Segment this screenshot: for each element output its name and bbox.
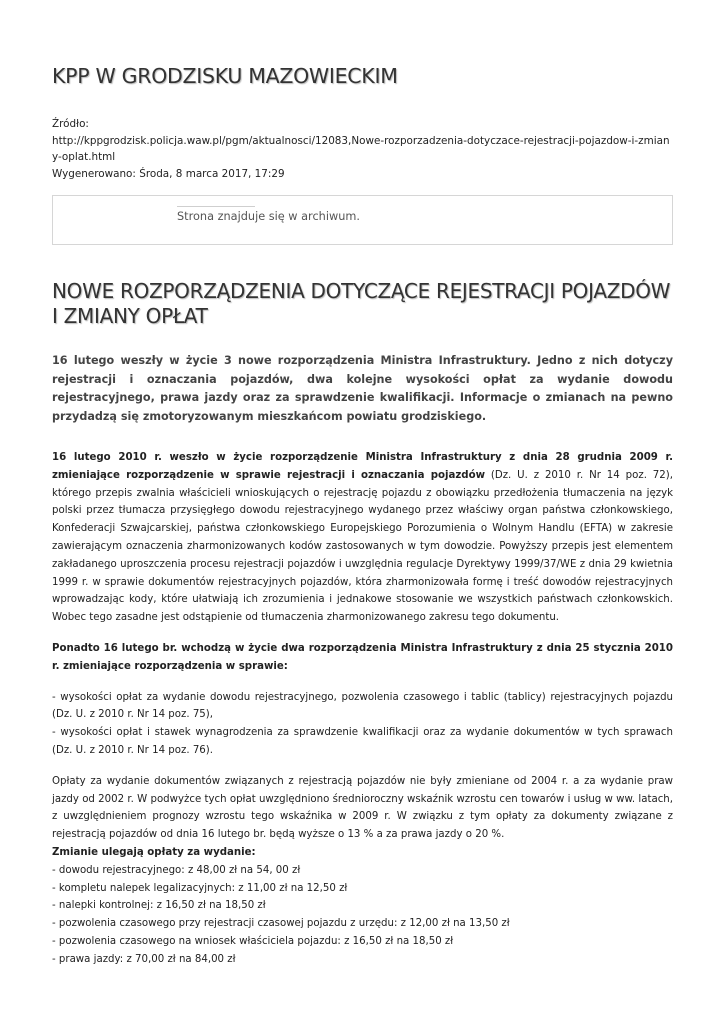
source-label: Źródło:	[52, 118, 89, 130]
regulation-item-1: - wysokości opłat za wydanie dowodu rejestracyjnego, pozwolenia czasowego i tablic (tablicy) rejestracyjnych pojazdu (Dz. U. z 2010 r. Nr 14 poz. 75),	[52, 691, 673, 721]
paragraph-1-rest: (Dz. U. z 2010 r. Nr 14 poz. 72), którego przepis zwalnia właścicieli wnioskujących o rejestrację pojazdu z obowiązku przedłożenia tłumaczenia na język polski przez tłumacza przysięgłego dowodu rejestracyjnego wydanego przez właściwy organ państwa członkowskiego, Konfederacji Szwajcarskiej, państwa członkowskiego Europejskiego Porozumienia o Wolnym Handlu (EFTA) w zakresie zawierającym oznaczenia zharmonizowanych kodów zastosowanych w tym dowodzie. Powyższy przepis jest elementem zakładanego uproszczenia procesu rejestracji pojazdów i uwzględnia regulacje Dyrektywy 1999/37/WE z dnia 29 kwietnia 1999 r. w sprawie dokumentów rejestracyjnych pojazdów, która zharmonizowała formę i treść dowodów rejestracyjnych wprowadzając kody, które ułatwiają ich zrozumienia i jednakowe stosowanie we wszystkich państwach członkowskich. Wobec tego zasadne jest odstąpienie od tłumaczenia zharmonizowanego zakresu tego dokumentu.	[52, 469, 673, 624]
paragraph-1	[52, 449, 673, 627]
paragraph-2	[52, 640, 673, 676]
fee-item: - prawa jazdy: z 70,00 zł na 84,00 zł	[52, 953, 236, 965]
fee-item: - kompletu nalepek legalizacyjnych: z 11,00 zł na 12,50 zł	[52, 882, 348, 894]
paragraph-2-bold: Ponadto 16 lutego br. wchodzą w życie dwa rozporządzenia Ministra Infrastruktury z dnia 25 stycznia 2010 r. zmieniające rozporządzenia w sprawie:	[52, 642, 673, 672]
article-body	[52, 449, 673, 969]
fee-item: - pozwolenia czasowego przy rejestracji czasowej pojazdu z urzędu: z 12,00 zł na 13,50 zł	[52, 918, 510, 930]
source-meta	[52, 116, 673, 182]
site-title: KPP W GRODZISKU MAZOWIECKIM	[52, 64, 398, 88]
article-title: NOWE ROZPORZĄDZENIA DOTYCZĄCE REJESTRACJI POJAZDÓW I ZMIANY OPŁAT	[52, 279, 671, 328]
paragraph-1-bold: 16 lutego 2010 r. weszło w życie rozporządzenie Ministra Infrastruktury z dnia 28 grudnia 2009 r. zmieniające rozporządzenie w sprawie rejestracji i oznaczania pojazdów	[52, 452, 673, 481]
fees-heading-text: Zmianie ulegają opłaty za wydanie:	[52, 846, 256, 858]
regulation-item-2: - wysokości opłat i stawek wynagrodzenia za sprawdzenie kwalifikacji oraz za wydanie dokumentów w tych sprawach (Dz. U. z 2010 r. Nr 14 poz. 76).	[52, 727, 673, 756]
archive-notice	[52, 195, 673, 245]
fee-item: - dowodu rejestracyjnego: z 48,00 zł na 54, 00 zł	[52, 864, 301, 876]
fees-heading	[52, 844, 673, 862]
fee-item: - nalepki kontrolnej: z 16,50 zł na 18,50 zł	[52, 900, 266, 912]
article-lead: 16 lutego weszły w życie 3 nowe rozporządzenia Ministra Infrastruktury. Jedno z nich dotyczy rejestracji i oznaczania pojazdów, dwa kolejne wysokości opłat za wydanie dowodu rejestracyjnego, prawa jazdy oraz za sprawdzenie kwalifikacji. Informacje o zmianach na pewno przydadzą się zmotoryzowanym mieszkańcom powiatu grodziskiego.	[52, 354, 673, 424]
source-url[interactable]: http://kppgrodzisk.policja.waw.pl/pgm/aktualnosci/12083,Nowe-rozporzadzenia-dotyczace-rejestracji-pojazdow-i-zmiany-oplat.html	[52, 134, 670, 163]
fee-item: - pozwolenia czasowego na wniosek właściciela pojazdu: z 16,50 zł na 18,50 zł	[52, 935, 454, 947]
archive-divider	[177, 206, 255, 207]
archive-text: Strona znajduje się w archiwum.	[177, 210, 360, 223]
paragraph-4: Opłaty za wydanie dokumentów związanych z rejestracją pojazdów nie były zmieniane od 2004 r. a za wydanie praw jazdy od 2002 r. W podwyżce tych opłat uwzględniono średnioroczny wskaźnik wzrostu cen towarów i usług w ww. latach, z uwzględnieniem prognozy wzrostu tego wskaźnika w 2009 r. W związku z tym opłaty za dokumenty związane z rejestracją pojazdów od dnia 16 lutego br. będą wyższe o 13 % a za prawa jazdy o 20 %.	[52, 775, 673, 841]
generated-date: Wygenerowano: Środa, 8 marca 2017, 17:29	[52, 167, 285, 180]
